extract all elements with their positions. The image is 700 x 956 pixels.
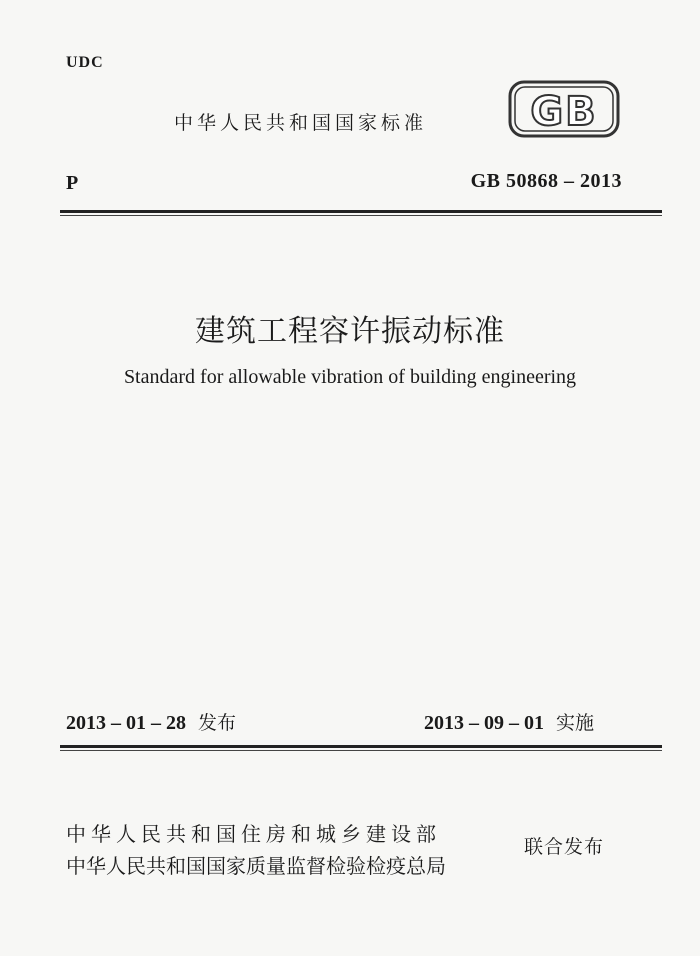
joint-issue-label: 联合发布 bbox=[524, 836, 605, 858]
national-standard-heading: 中华人民共和国国家标准 bbox=[174, 112, 428, 134]
issue-label: 发布 bbox=[198, 712, 237, 734]
bottom-divider-thin bbox=[60, 750, 662, 751]
classification-code: P bbox=[66, 172, 79, 194]
issuer-administration: 中华人民共和国国家质量监督检验检疫总局 bbox=[66, 854, 446, 878]
effective-date-block bbox=[424, 708, 594, 735]
issuer-ministry: 中华人民共和国住房和城乡建设部 bbox=[66, 822, 441, 846]
effective-label: 实施 bbox=[556, 712, 595, 734]
title-chinese: 建筑工程容许振动标准 bbox=[195, 314, 505, 349]
top-divider-thick bbox=[60, 210, 662, 213]
gb-logo-icon bbox=[508, 80, 620, 138]
title-english: Standard for allowable vibration of building engineering bbox=[123, 366, 577, 388]
issue-date: 2013 – 01 – 28 bbox=[66, 712, 186, 734]
udc-label: UDC bbox=[66, 54, 104, 71]
top-divider-thin bbox=[60, 215, 662, 216]
standard-number: GB 50868 – 2013 bbox=[470, 170, 622, 192]
issue-date-block bbox=[66, 708, 236, 735]
bottom-divider-thick bbox=[60, 745, 662, 748]
gb-logo-text: GB bbox=[530, 89, 598, 135]
effective-date: 2013 – 09 – 01 bbox=[424, 712, 544, 734]
